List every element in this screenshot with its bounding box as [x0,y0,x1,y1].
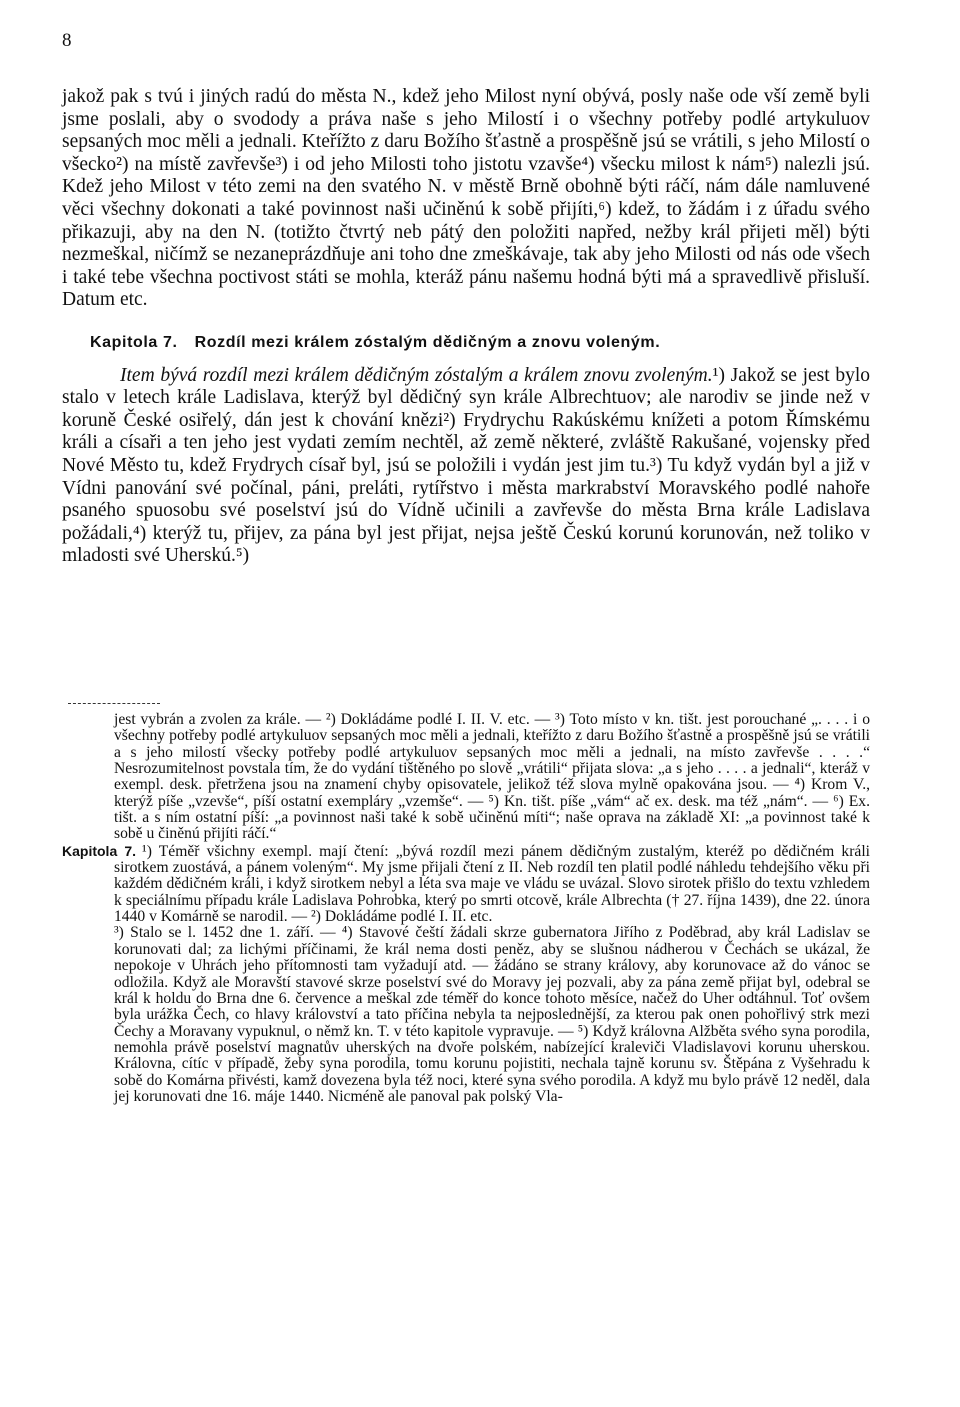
footnote-block-2 [62,843,870,926]
paragraph-2-intro: Item bývá rozdíl mezi králem dědičným zóstalým a králem znovu zvoleným. [120,364,713,386]
paragraph-2-body: ¹) Jakož se jest bylo stalo v letech krále Ladislava, kterýž byl dědičný syn krále Albrechtuov; ale narodiv se jinde než v koruně České osiřelý, dán jest k chování knězi²) Frydrychu Rakúskému knížeti a potom Římskému králi a císaři a ten jeho jest vydati zemím nechtěl, až země některé, zvláště Rakušané, vojensky před Nové Město tu, kdež Frydrych císař byl, jsú se položili i vydán jest jim tu.³) Tu když vydán byl a již v Vídni panování své počínal, páni, preláti, rytířstvo i města markrabství Moravského podlé nahoře psaného spuosobu své poselství jsú do Vídně učinili a zavřevše do města Brna krále Ladislava požádali,⁴) kterýž tu, přijev, za pána byl jest přijat, nejsa ještě Českú korunú korunován, než toliko v mladosti své Uherskú.⁵) [62,364,870,567]
footnote-block-1: jest vybrán a zvolen za krále. — ²) Dokládáme podlé I. II. V. etc. — ³) Toto místo v kn. tišt. jest porouchané „. . . . i o všechny potřeby podlé artykuluov sepsaných moc měli a jednali, kteřížto z daru Božího šťastně a prospěšně jsú se vrátili a s jeho milostí všecky potřeby podlé artykuluov sepsaných moc měli a jednali, na místo zavřevše . . . .“ Nesrozumitelnost povstala tím, že do vydání tištěného po slově „vrátili“ přijata slova: „a s jeho . . . . a jednali“, kteráž v exempl. desk. přetržena jsou na znamení chyby opisovatele, jelikož též slova mylně opakována jsou. — ⁴) Krom V., kterýž píše „vzevše“, píší ostatní exempláry „vzemše“. — ⁵) Kn. tišt. píše „vám“ ač ex. desk. ma též „nám“. — ⁶) Ex. tišt. a s ním ostatní píší: „a povinnost naši také k sobě učiněnú míti“; naše oprava na základě XI: „a povinnost také k sobě u činěnú přijíti ráčí.“ [114,711,870,843]
footnotes [62,712,870,1105]
footnote-block-2-text: ¹) Téměř všichny exempl. mají čtení: „bývá rozdíl mezi pánem dědičným zustalým, kteréž po dědičném králi sirotkem zuostává, a pánem voleným“. My jsme přijali čtení z II. Neb rozdíl ten platil podlé náhledu tehdejšího věku při každém dědičném králi, i když sirotkem nebyl a léta sva maje ve vládu se uvázal. Slovo sirotek přišlo do textu vzhledem k speciálnímu případu krále Ladislava Pohrobka, který po smrti otcově, krále Albrechta († 27. října 1439), dne 22. února 1440 v Komárně se narodil. — ²) Dokládáme podlé I. II. etc. [114,842,870,926]
chapter-title: Rozdíl mezi králem zóstalým dědičným a znovu voleným. [194,333,661,351]
footnote-chapter-label: Kapitola 7. [62,842,137,859]
paragraph-1: jakož pak s tvú i jiných radú do města N., kdež jeho Milost nyní obývá, posly naše ode vší země byli jsme poslali, aby o svodody a práva naše s jeho Milostí i o všechny potřeby podlé artykuluov sepsaných moc měli a jednali. Kteřížto z daru Božího šťastně a prospěšně jsú se vrátili, s jeho Milostí o všecko²) na místě zavřevše³) i od jeho Milosti toho jistotu vzavše⁴) všecku milost k nám⁵) nalezli jsú. Kdež jeho Milost v této zemi na den svatého N. v městě Brně obohně býti ráčí, nám dále namluvené věci všechny dokonati a také povinnost naši učiněnú k sobě přijíti,⁶) kdež, to žádám i z úřadu svého přikazuji, aby na den N. (totižto čtvrtý neb pátý den položiti napřed, nežby král přijeti měl) býti nezmeškal, ničímž se nezaneprázdňuje ani toho dne zmeškávaje, tak aby jeho Milosti od nás ode všech i také tebe všechna poctivost státi se mohla, kteráž pánu našemu hodná býti má a spravedlivě přisluší. Datum etc. [62,86,870,311]
chapter-heading [90,332,870,355]
paragraph-2 [62,365,870,568]
main-text [62,86,870,568]
footnote-block-3: ³) Stalo se l. 1452 dne 1. září. — ⁴) Stavové čeští žádali skrze gubernatora Jiřího z Poděbrad, aby král Ladislav se korunovati dal; za lichými příčinami, že král nema dosti peněz, aby se slušnou nádherou v Čechách se ukázal, že nepokoje v Uhrách jeho přítomnosti tam vyžadují atd. — žádáno se strany královy, aby korunovace až do vánoc se odložila. Když ale Moravští stavové skrze poselství své do Moravy jej pozvali, aby za pána země přijat byl, odebral se král k holdu do Brna dne 6. července a meškal zde téměř do konce tohoto měsíce, načež do Uher odtáhnul. Toť ovšem byla urážka Čech, co hlavy království a tato příčina nebyla ta nejposlednější, za kterou pak onen pohořlivý strk mezi Čechy a Moravany vypuknul, o němž kn. T. v této kapitole vypravuje. — ⁵) Když královna Alžběta svého syna porodila, nemohla právě poselství magnatův uherských na dvoře polském, nabízející kraleviči Vladislavovi korunu uherskou. Královna, cítíc v případě, žeby syna porodila, tomu korunu pojistiti, nechala tajně korunu sv. Štěpána z Vyšehradu k sobě do Komárna přivésti, kamž dovezena byla též noci, které syna svého porodila. A když mu bylo právě 12 neděl, dala jej korunovati dne 16. máje 1440. Nicméně ale panoval pak polský Vla- [114,924,870,1105]
page-number: 8 [62,30,72,51]
chapter-label: Kapitola 7. [90,333,178,351]
footnote-separator [68,703,160,704]
